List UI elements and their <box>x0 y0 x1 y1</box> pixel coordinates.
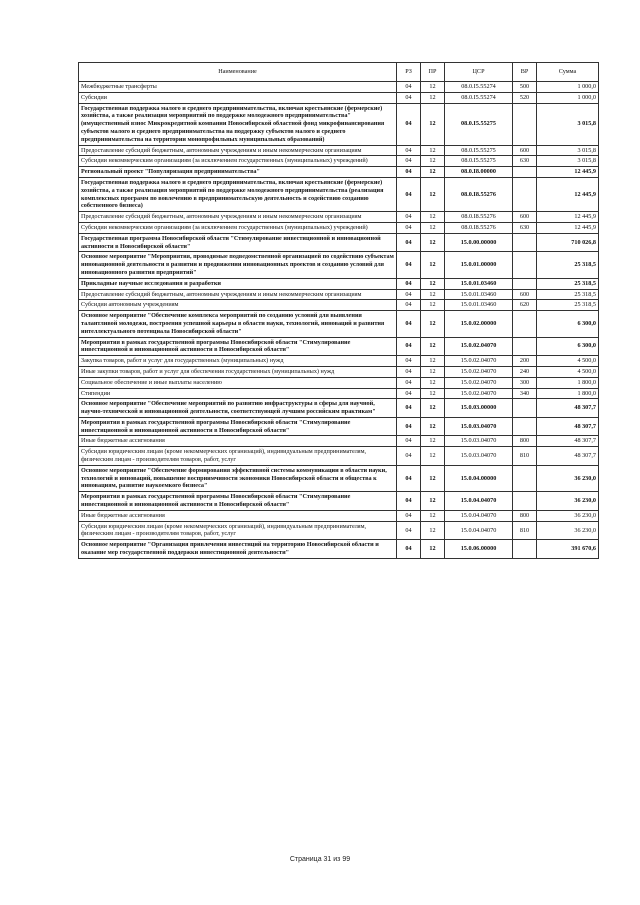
cell-csr: 08.0.I5.55274 <box>445 92 513 103</box>
table-row <box>79 103 599 145</box>
cell-vr: 630 <box>513 156 537 167</box>
cell-pr: 12 <box>421 82 445 93</box>
cell-pr: 12 <box>421 252 445 278</box>
cell-rz: 04 <box>397 492 421 511</box>
cell-pr: 12 <box>421 177 445 211</box>
table-row <box>79 222 599 233</box>
table-row <box>79 447 599 466</box>
cell-rz: 04 <box>397 82 421 93</box>
cell-pr: 12 <box>421 399 445 418</box>
table-row <box>79 465 599 491</box>
table-row <box>79 356 599 367</box>
cell-csr: 08.0.I8.00000 <box>445 167 513 178</box>
cell-name: Предоставление субсидий бюджетным, автономным учреждениям и иным некоммерческим организациям <box>79 212 397 223</box>
cell-sum: 3 015,8 <box>537 103 599 145</box>
table-row <box>79 233 599 252</box>
cell-sum: 12 445,9 <box>537 167 599 178</box>
cell-vr <box>513 492 537 511</box>
cell-pr: 12 <box>421 300 445 311</box>
cell-name: Основное мероприятие "Мероприятия, проводимые подведомственной организацией по содействию субъектам инновационной деятельности в развитии и продвижении инновационных проектов и созданию условий для инновационного развития предприятий" <box>79 252 397 278</box>
cell-csr: 08.0.I8.55276 <box>445 222 513 233</box>
cell-vr: 300 <box>513 377 537 388</box>
cell-name: Мероприятия в рамках государственной программы Новосибирской области "Стимулирование инвестиционной и инновационной активности в Новосибирской области" <box>79 417 397 436</box>
cell-sum: 25 318,5 <box>537 289 599 300</box>
table-row <box>79 337 599 356</box>
table-row <box>79 145 599 156</box>
cell-pr: 12 <box>421 540 445 559</box>
cell-vr <box>513 252 537 278</box>
cell-csr: 15.0.04.04070 <box>445 521 513 540</box>
cell-rz: 04 <box>397 233 421 252</box>
cell-name: Субсидии <box>79 92 397 103</box>
cell-rz: 04 <box>397 300 421 311</box>
cell-vr <box>513 337 537 356</box>
cell-csr: 08.0.I8.55276 <box>445 212 513 223</box>
cell-name: Субсидии юридическим лицам (кроме некоммерческих организаций), индивидуальным предпринимателям, физическим лицам - производителям товаров, работ, услуг <box>79 447 397 466</box>
cell-vr: 800 <box>513 436 537 447</box>
table-row <box>79 156 599 167</box>
cell-name: Субсидии юридическим лицам (кроме некоммерческих организаций), индивидуальным предпринимателям, физическим лицам - производителям товаров, работ, услуг <box>79 521 397 540</box>
cell-pr: 12 <box>421 492 445 511</box>
table-body <box>79 82 599 559</box>
cell-vr: 340 <box>513 388 537 399</box>
cell-pr: 12 <box>421 289 445 300</box>
cell-csr: 15.0.01.03460 <box>445 289 513 300</box>
cell-pr: 12 <box>421 510 445 521</box>
cell-csr: 15.0.00.00000 <box>445 233 513 252</box>
cell-sum: 1 000,0 <box>537 92 599 103</box>
cell-sum: 36 230,0 <box>537 465 599 491</box>
cell-csr: 15.0.02.04070 <box>445 366 513 377</box>
cell-csr: 08.0.I8.55276 <box>445 177 513 211</box>
cell-sum: 48 307,7 <box>537 399 599 418</box>
cell-name: Основное мероприятие "Организация привлечения инвестиций на территорию Новосибирской области и оказание мер государственной поддержки инвестиционной деятельности" <box>79 540 397 559</box>
cell-csr: 08.0.I5.55275 <box>445 156 513 167</box>
cell-vr: 630 <box>513 222 537 233</box>
cell-name: Межбюджетные трансферты <box>79 82 397 93</box>
cell-csr: 15.0.03.04070 <box>445 436 513 447</box>
cell-rz: 04 <box>397 222 421 233</box>
table-row <box>79 510 599 521</box>
cell-name: Региональный проект "Популяризация предпринимательства" <box>79 167 397 178</box>
cell-sum: 12 445,9 <box>537 212 599 223</box>
cell-vr: 600 <box>513 212 537 223</box>
cell-rz: 04 <box>397 356 421 367</box>
cell-csr: 15.0.01.03460 <box>445 278 513 289</box>
cell-rz: 04 <box>397 540 421 559</box>
cell-sum: 4 500,0 <box>537 356 599 367</box>
cell-rz: 04 <box>397 252 421 278</box>
cell-csr: 15.0.03.04070 <box>445 417 513 436</box>
cell-pr: 12 <box>421 521 445 540</box>
cell-sum: 1 000,0 <box>537 82 599 93</box>
table-row <box>79 492 599 511</box>
cell-rz: 04 <box>397 388 421 399</box>
cell-sum: 3 015,8 <box>537 156 599 167</box>
cell-csr: 15.0.01.03460 <box>445 300 513 311</box>
cell-pr: 12 <box>421 311 445 337</box>
cell-sum: 12 445,9 <box>537 222 599 233</box>
cell-csr: 15.0.04.00000 <box>445 465 513 491</box>
cell-sum: 391 670,6 <box>537 540 599 559</box>
cell-pr: 12 <box>421 356 445 367</box>
cell-rz: 04 <box>397 510 421 521</box>
cell-sum: 6 300,0 <box>537 311 599 337</box>
cell-rz: 04 <box>397 177 421 211</box>
cell-rz: 04 <box>397 145 421 156</box>
cell-name: Основное мероприятие "Обеспечение комплекса мероприятий по созданию условий для выявления талантливой молодежи, построения успешной карьеры в области науки, технологий, инноваций и развития интеллектуального потенциала Новосибирской области" <box>79 311 397 337</box>
cell-sum: 710 026,8 <box>537 233 599 252</box>
cell-vr: 810 <box>513 521 537 540</box>
header-pr: ПР <box>421 63 445 82</box>
cell-vr: 600 <box>513 289 537 300</box>
cell-csr: 15.0.02.04070 <box>445 356 513 367</box>
cell-pr: 12 <box>421 465 445 491</box>
header-name: Наименование <box>79 63 397 82</box>
cell-name: Прикладные научные исследования и разработки <box>79 278 397 289</box>
cell-name: Предоставление субсидий бюджетным, автономным учреждениям и иным некоммерческим организациям <box>79 289 397 300</box>
cell-csr: 08.0.I5.55274 <box>445 82 513 93</box>
cell-name: Основное мероприятие "Обеспечение мероприятий по развитию инфраструктуры в сферы для научной, научно-технической и инновационной деятельности, соответствующей лучшим российским практикам" <box>79 399 397 418</box>
cell-csr: 15.0.02.04070 <box>445 377 513 388</box>
cell-name: Субсидии автономным учреждениям <box>79 300 397 311</box>
cell-csr: 15.0.02.04070 <box>445 337 513 356</box>
cell-vr <box>513 103 537 145</box>
cell-rz: 04 <box>397 465 421 491</box>
cell-pr: 12 <box>421 388 445 399</box>
cell-rz: 04 <box>397 92 421 103</box>
cell-pr: 12 <box>421 417 445 436</box>
budget-table <box>78 62 599 559</box>
cell-rz: 04 <box>397 377 421 388</box>
table-header-row <box>79 63 599 82</box>
table-row <box>79 278 599 289</box>
cell-sum: 6 300,0 <box>537 337 599 356</box>
table-row <box>79 289 599 300</box>
table-row <box>79 377 599 388</box>
cell-name: Социальное обеспечение и иные выплаты населению <box>79 377 397 388</box>
cell-rz: 04 <box>397 167 421 178</box>
table-row <box>79 311 599 337</box>
cell-csr: 15.0.03.00000 <box>445 399 513 418</box>
cell-vr <box>513 233 537 252</box>
cell-sum: 12 445,9 <box>537 177 599 211</box>
header-vr: ВР <box>513 63 537 82</box>
table-row <box>79 177 599 211</box>
cell-pr: 12 <box>421 212 445 223</box>
cell-rz: 04 <box>397 337 421 356</box>
cell-vr <box>513 311 537 337</box>
cell-vr: 200 <box>513 356 537 367</box>
cell-pr: 12 <box>421 233 445 252</box>
cell-csr: 15.0.06.00000 <box>445 540 513 559</box>
cell-name: Субсидии некоммерческим организациям (за исключением государственных (муниципальных) учреждений) <box>79 222 397 233</box>
cell-sum: 3 015,8 <box>537 145 599 156</box>
table-row <box>79 212 599 223</box>
cell-sum: 48 307,7 <box>537 447 599 466</box>
cell-vr <box>513 399 537 418</box>
cell-vr <box>513 465 537 491</box>
table-row <box>79 521 599 540</box>
cell-pr: 12 <box>421 222 445 233</box>
cell-pr: 12 <box>421 92 445 103</box>
cell-name: Иные закупки товаров, работ и услуг для обеспечения государственных (муниципальных) нужд <box>79 366 397 377</box>
table-row <box>79 388 599 399</box>
cell-pr: 12 <box>421 167 445 178</box>
cell-vr <box>513 177 537 211</box>
cell-name: Государственная поддержка малого и среднего предпринимательства, включая крестьянские (фермерские) хозяйства, а также реализация мероприятий по поддержке молодежного предпринимательства (реализация комплексных программ по вовлечению в предпринимательскую деятельность и содействию созданию собственного бизнеса) <box>79 177 397 211</box>
table-row <box>79 417 599 436</box>
cell-vr: 800 <box>513 510 537 521</box>
cell-sum: 1 800,0 <box>537 377 599 388</box>
table-row <box>79 92 599 103</box>
cell-sum: 48 307,7 <box>537 436 599 447</box>
cell-pr: 12 <box>421 377 445 388</box>
cell-vr: 520 <box>513 92 537 103</box>
header-csr: ЦСР <box>445 63 513 82</box>
cell-name: Основное мероприятие "Обеспечение формирования эффективной системы коммуникации в области науки, технологий и инноваций, повышение восприимчивости экономики Новосибирской области и общества к инновациям, развитие наукоемкого бизнеса" <box>79 465 397 491</box>
cell-vr: 810 <box>513 447 537 466</box>
table-row <box>79 436 599 447</box>
cell-name: Иные бюджетные ассигнования <box>79 510 397 521</box>
cell-vr: 620 <box>513 300 537 311</box>
cell-rz: 04 <box>397 447 421 466</box>
cell-name: Предоставление субсидий бюджетным, автономным учреждениям и иным некоммерческим организациям <box>79 145 397 156</box>
cell-vr <box>513 540 537 559</box>
cell-sum: 36 230,0 <box>537 521 599 540</box>
cell-vr: 240 <box>513 366 537 377</box>
cell-rz: 04 <box>397 103 421 145</box>
cell-vr <box>513 278 537 289</box>
cell-rz: 04 <box>397 521 421 540</box>
cell-pr: 12 <box>421 436 445 447</box>
page-number: Страница 31 из 99 <box>289 856 351 863</box>
cell-sum: 25 318,5 <box>537 252 599 278</box>
cell-rz: 04 <box>397 156 421 167</box>
cell-pr: 12 <box>421 447 445 466</box>
cell-rz: 04 <box>397 278 421 289</box>
cell-rz: 04 <box>397 399 421 418</box>
cell-csr: 15.0.03.04070 <box>445 447 513 466</box>
budget-table-container <box>78 62 598 559</box>
cell-rz: 04 <box>397 311 421 337</box>
cell-name: Закупка товаров, работ и услуг для государственных (муниципальных) нужд <box>79 356 397 367</box>
cell-csr: 08.0.I5.55275 <box>445 103 513 145</box>
table-row <box>79 300 599 311</box>
cell-pr: 12 <box>421 103 445 145</box>
cell-csr: 08.0.I5.55275 <box>445 145 513 156</box>
cell-csr: 15.0.04.04070 <box>445 492 513 511</box>
cell-sum: 25 318,5 <box>537 278 599 289</box>
cell-csr: 15.0.02.00000 <box>445 311 513 337</box>
cell-vr <box>513 417 537 436</box>
table-row <box>79 540 599 559</box>
cell-pr: 12 <box>421 156 445 167</box>
cell-sum: 25 318,5 <box>537 300 599 311</box>
cell-rz: 04 <box>397 212 421 223</box>
cell-vr: 500 <box>513 82 537 93</box>
table-row <box>79 82 599 93</box>
cell-vr <box>513 167 537 178</box>
cell-name: Иные бюджетные ассигнования <box>79 436 397 447</box>
table-row <box>79 167 599 178</box>
cell-csr: 15.0.01.00000 <box>445 252 513 278</box>
cell-csr: 15.0.02.04070 <box>445 388 513 399</box>
cell-sum: 48 307,7 <box>537 417 599 436</box>
cell-pr: 12 <box>421 145 445 156</box>
cell-rz: 04 <box>397 417 421 436</box>
cell-rz: 04 <box>397 366 421 377</box>
cell-name: Стипендии <box>79 388 397 399</box>
cell-name: Государственная программа Новосибирской области "Стимулирование инвестиционной и инновационной активности в Новосибирской области" <box>79 233 397 252</box>
cell-pr: 12 <box>421 278 445 289</box>
cell-rz: 04 <box>397 436 421 447</box>
cell-pr: 12 <box>421 337 445 356</box>
cell-name: Государственная поддержка малого и среднего предпринимательства, включая крестьянские (фермерские) хозяйства, а также реализация мероприятий по поддержке молодежного предпринимательства" (имущественный взнос Микрокредитной компании Новосибирской областной фонд микрофинансирования субъектов малого и среднего предпринимательства на поддержку субъектов малого и среднего предпринимательства на территории монопрофильных муниципальных образований) <box>79 103 397 145</box>
cell-rz: 04 <box>397 289 421 300</box>
cell-csr: 15.0.04.04070 <box>445 510 513 521</box>
cell-name: Мероприятия в рамках государственной программы Новосибирской области "Стимулирование инвестиционной и инновационной активности в Новосибирской области" <box>79 337 397 356</box>
cell-name: Субсидии некоммерческим организациям (за исключением государственных (муниципальных) учреждений) <box>79 156 397 167</box>
header-sum: Сумма <box>537 63 599 82</box>
header-rz: РЗ <box>397 63 421 82</box>
cell-sum: 36 230,0 <box>537 510 599 521</box>
table-row <box>79 366 599 377</box>
cell-sum: 1 800,0 <box>537 388 599 399</box>
table-row <box>79 252 599 278</box>
cell-sum: 4 500,0 <box>537 366 599 377</box>
cell-vr: 600 <box>513 145 537 156</box>
table-row <box>79 399 599 418</box>
cell-name: Мероприятия в рамках государственной программы Новосибирской области "Стимулирование инвестиционной и инновационной активности в Новосибирской области" <box>79 492 397 511</box>
cell-sum: 36 230,0 <box>537 492 599 511</box>
cell-pr: 12 <box>421 366 445 377</box>
